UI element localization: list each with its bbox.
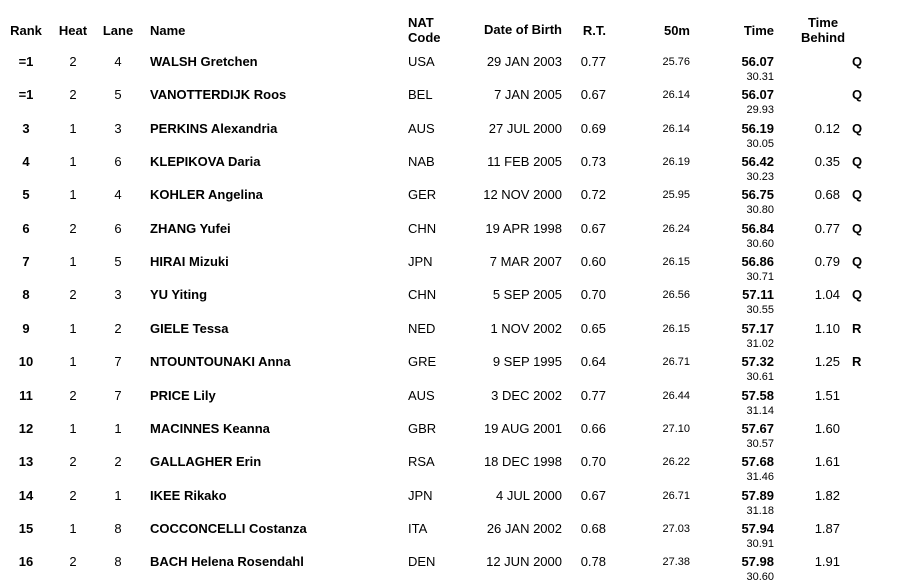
header-behind-line2: Behind [800,30,846,45]
cell-split-50m: 26.15 [662,256,690,269]
cell-time-behind: 1.51 [814,387,840,403]
cell-lane: 6 [114,220,122,236]
cell-name: ZHANG Yufei [150,220,231,236]
cell-rank: 15 [18,520,34,536]
cell-name: KOHLER Angelina [150,187,263,203]
cell-time-behind: 1.04 [814,287,840,303]
cell-nat-code: CHN [408,220,437,236]
cell-nat-code: USA [408,54,435,69]
cell-lane: 1 [114,487,122,503]
cell-qualifier: Q [852,120,863,136]
cell-split-50m: 26.56 [662,289,690,302]
cell-lane: 3 [114,120,122,136]
cell-split-second-50m: 30.57 [746,437,774,450]
cell-nat-code: NAB [408,154,435,170]
cell-rank: 6 [22,220,30,236]
cell-date-of-birth: 7 MAR 2007 [489,254,562,270]
table-row [0,54,898,87]
cell-reaction-time: 0.67 [580,220,606,236]
header-nat-line2: Code [408,30,441,45]
cell-heat: 2 [69,220,77,236]
cell-time-behind: 1.60 [814,420,840,436]
table-row [0,354,898,387]
cell-rank: 14 [18,487,34,503]
cell-time: 56.07 [741,87,774,103]
cell-rank: 3 [22,120,30,136]
cell-lane: 2 [114,454,122,470]
cell-name: COCCONCELLI Costanza [150,520,307,536]
cell-time: 56.42 [741,154,774,170]
cell-qualifier: R [852,354,862,370]
cell-name: KLEPIKOVA Daria [150,154,261,170]
cell-heat: 2 [69,487,77,503]
cell-lane: 4 [114,187,122,203]
cell-reaction-time: 0.69 [580,120,606,136]
cell-split-second-50m: 30.91 [746,537,774,550]
cell-lane: 5 [114,254,122,270]
header-behind-line1: Time [807,15,839,30]
cell-date-of-birth: 7 JAN 2005 [494,87,562,103]
cell-nat-code: AUS [408,120,435,136]
cell-rank: 16 [18,554,34,570]
cell-reaction-time: 0.64 [580,354,606,370]
cell-heat: 1 [69,354,77,370]
cell-split-50m: 26.44 [662,389,690,402]
cell-heat: 1 [69,254,77,270]
cell-rank: =1 [18,54,34,69]
cell-heat: 1 [69,420,77,436]
cell-nat-code: BEL [408,87,433,103]
header-lane: Lane [102,23,134,38]
cell-split-second-50m: 30.55 [746,304,774,317]
cell-nat-code: GER [408,187,437,203]
cell-time: 57.58 [741,387,774,403]
cell-split-50m: 26.22 [662,456,690,469]
cell-date-of-birth: 9 SEP 1995 [492,354,562,370]
cell-name: BACH Helena Rosendahl [150,554,304,570]
cell-split-50m: 27.03 [662,522,690,535]
cell-date-of-birth: 29 JAN 2003 [486,54,562,69]
cell-time-behind: 1.87 [814,520,840,536]
cell-reaction-time: 0.66 [580,420,606,436]
cell-reaction-time: 0.65 [580,320,606,336]
cell-qualifier: R [852,320,862,336]
cell-rank: 4 [22,154,30,170]
cell-date-of-birth: 19 AUG 2001 [483,420,562,436]
cell-time-behind: 1.25 [814,354,840,370]
cell-heat: 2 [69,287,77,303]
cell-date-of-birth: 5 SEP 2005 [492,287,562,303]
table-row [0,454,898,487]
cell-reaction-time: 0.70 [580,287,606,303]
cell-qualifier: Q [852,154,863,170]
cell-date-of-birth: 3 DEC 2002 [491,387,562,403]
table-row [0,254,898,287]
cell-split-second-50m: 30.60 [746,237,774,250]
cell-split-50m: 26.71 [662,356,690,369]
header-rank: Rank [10,23,42,38]
table-row [0,488,898,521]
cell-date-of-birth: 27 JUL 2000 [488,120,562,136]
table-row [0,221,898,254]
table-row [0,121,898,154]
cell-date-of-birth: 11 FEB 2005 [487,154,562,170]
cell-name: WALSH Gretchen [150,54,258,69]
cell-rank: 9 [22,320,30,336]
cell-heat: 2 [69,387,77,403]
cell-heat: 2 [69,554,77,570]
cell-lane: 5 [114,87,122,103]
cell-reaction-time: 0.73 [580,154,606,170]
cell-name: HIRAI Mizuki [150,254,229,270]
cell-lane: 7 [114,354,122,370]
cell-time-behind: 0.77 [814,220,840,236]
table-row [0,554,898,587]
cell-split-50m: 26.19 [662,156,690,169]
cell-nat-code: NED [408,320,436,336]
cell-reaction-time: 0.68 [580,520,606,536]
cell-nat-code: ITA [408,520,428,536]
cell-time: 56.84 [741,220,774,236]
cell-date-of-birth: 19 APR 1998 [485,220,562,236]
header-name: Name [150,23,186,38]
cell-name: YU Yiting [150,287,208,303]
cell-rank: 5 [22,187,30,203]
cell-heat: 1 [69,520,77,536]
cell-date-of-birth: 12 NOV 2000 [483,187,562,203]
cell-reaction-time: 0.60 [580,254,606,270]
cell-split-second-50m: 31.02 [746,337,774,350]
table-row [0,521,898,554]
table-row [0,321,898,354]
cell-name: MACINNES Keanna [150,420,270,436]
cell-time-behind: 0.35 [814,154,840,170]
cell-qualifier: Q [852,287,863,303]
cell-lane: 4 [114,54,122,69]
header-date-of-birth: Date of Birth [484,22,562,37]
header-time: Time [743,23,774,38]
cell-lane: 8 [114,520,122,536]
cell-split-second-50m: 31.18 [746,504,774,517]
cell-time: 57.32 [741,354,774,370]
cell-date-of-birth: 4 JUL 2000 [495,487,562,503]
cell-heat: 2 [69,454,77,470]
cell-time: 56.86 [741,254,774,270]
cell-rank: 8 [22,287,30,303]
cell-split-second-50m: 31.14 [746,404,774,417]
cell-split-50m: 25.76 [662,56,690,68]
cell-time: 57.68 [741,454,774,470]
cell-time: 56.07 [741,54,774,69]
cell-lane: 1 [114,420,122,436]
cell-split-50m: 26.24 [662,222,690,235]
cell-qualifier: Q [852,87,863,103]
cell-split-second-50m: 30.61 [746,371,774,384]
cell-qualifier: Q [852,220,863,236]
cell-time-behind: 1.82 [814,487,840,503]
table-row [0,388,898,421]
cell-heat: 2 [69,54,77,69]
cell-reaction-time: 0.67 [580,487,606,503]
cell-time: 56.75 [741,187,774,203]
cell-qualifier: Q [852,54,863,69]
cell-reaction-time: 0.78 [580,554,606,570]
header-heat: Heat [58,23,88,38]
cell-split-second-50m: 30.31 [746,71,774,83]
cell-time-behind: 0.12 [814,120,840,136]
cell-nat-code: CHN [408,287,437,303]
cell-split-50m: 26.14 [662,122,690,135]
cell-lane: 8 [114,554,122,570]
cell-name: VANOTTERDIJK Roos [150,87,287,103]
header-nat-line1: NAT [408,15,434,30]
cell-lane: 3 [114,287,122,303]
cell-lane: 7 [114,387,122,403]
cell-qualifier: Q [852,254,863,270]
cell-nat-code: GRE [408,354,437,370]
cell-name: NTOUNTOUNAKI Anna [150,354,291,370]
cell-lane: 2 [114,320,122,336]
cell-date-of-birth: 26 JAN 2002 [486,520,562,536]
cell-lane: 6 [114,154,122,170]
cell-time-behind: 0.79 [814,254,840,270]
cell-date-of-birth: 12 JUN 2000 [486,554,562,570]
cell-nat-code: GBR [408,420,437,436]
cell-split-second-50m: 31.46 [746,471,774,484]
cell-split-second-50m: 30.80 [746,204,774,217]
cell-rank: 7 [22,254,30,270]
header-split-50m: 50m [663,23,690,38]
cell-time-behind: 1.61 [814,454,840,470]
cell-nat-code: AUS [408,387,435,403]
cell-reaction-time: 0.70 [580,454,606,470]
cell-split-50m: 25.95 [662,189,690,202]
cell-rank: 12 [18,420,34,436]
table-row [0,187,898,220]
cell-time: 57.67 [741,420,774,436]
cell-name: IKEE Rikako [150,487,227,503]
table-row [0,87,898,120]
cell-time: 56.19 [741,120,774,136]
cell-time: 57.94 [741,520,774,536]
cell-rank: 11 [19,387,33,403]
table-row [0,154,898,187]
cell-time-behind: 1.91 [814,554,840,570]
cell-time: 57.98 [741,554,774,570]
cell-rank: 13 [18,454,34,470]
cell-heat: 1 [69,320,77,336]
cell-split-second-50m: 30.71 [746,271,774,284]
cell-heat: 2 [69,87,77,103]
cell-name: GIELE Tessa [150,320,229,336]
cell-date-of-birth: 18 DEC 1998 [483,454,562,470]
cell-nat-code: RSA [408,454,435,470]
cell-date-of-birth: 1 NOV 2002 [490,320,562,336]
cell-heat: 1 [69,120,77,136]
cell-rank: 10 [18,354,34,370]
cell-heat: 1 [69,154,77,170]
cell-nat-code: JPN [408,487,433,503]
table-row [0,421,898,454]
cell-time: 57.89 [741,487,774,503]
cell-split-50m: 27.38 [662,556,690,569]
cell-split-50m: 27.10 [662,422,690,435]
cell-nat-code: JPN [408,254,433,270]
cell-nat-code: DEN [408,554,436,570]
cell-heat: 1 [69,187,77,203]
cell-time-behind: 0.68 [814,187,840,203]
cell-name: PERKINS Alexandria [150,120,278,136]
cell-split-second-50m: 30.23 [746,171,774,184]
cell-split-second-50m: 29.93 [746,104,774,117]
cell-reaction-time: 0.77 [580,54,606,69]
cell-qualifier: Q [852,187,863,203]
cell-time-behind: 1.10 [814,320,840,336]
cell-split-50m: 26.71 [662,489,690,502]
cell-time: 57.17 [741,320,774,336]
cell-time: 57.11 [742,287,774,303]
cell-name: GALLAGHER Erin [150,454,262,470]
cell-reaction-time: 0.72 [580,187,606,203]
header-reaction-time: R.T. [582,23,606,38]
cell-reaction-time: 0.67 [580,87,606,103]
cell-reaction-time: 0.77 [580,387,606,403]
cell-split-50m: 26.14 [662,89,690,102]
cell-split-50m: 26.15 [662,322,690,335]
cell-split-second-50m: 30.05 [746,137,774,150]
table-row [0,287,898,320]
cell-rank: =1 [18,87,34,103]
cell-split-second-50m: 30.60 [746,571,774,584]
cell-name: PRICE Lily [150,387,216,403]
